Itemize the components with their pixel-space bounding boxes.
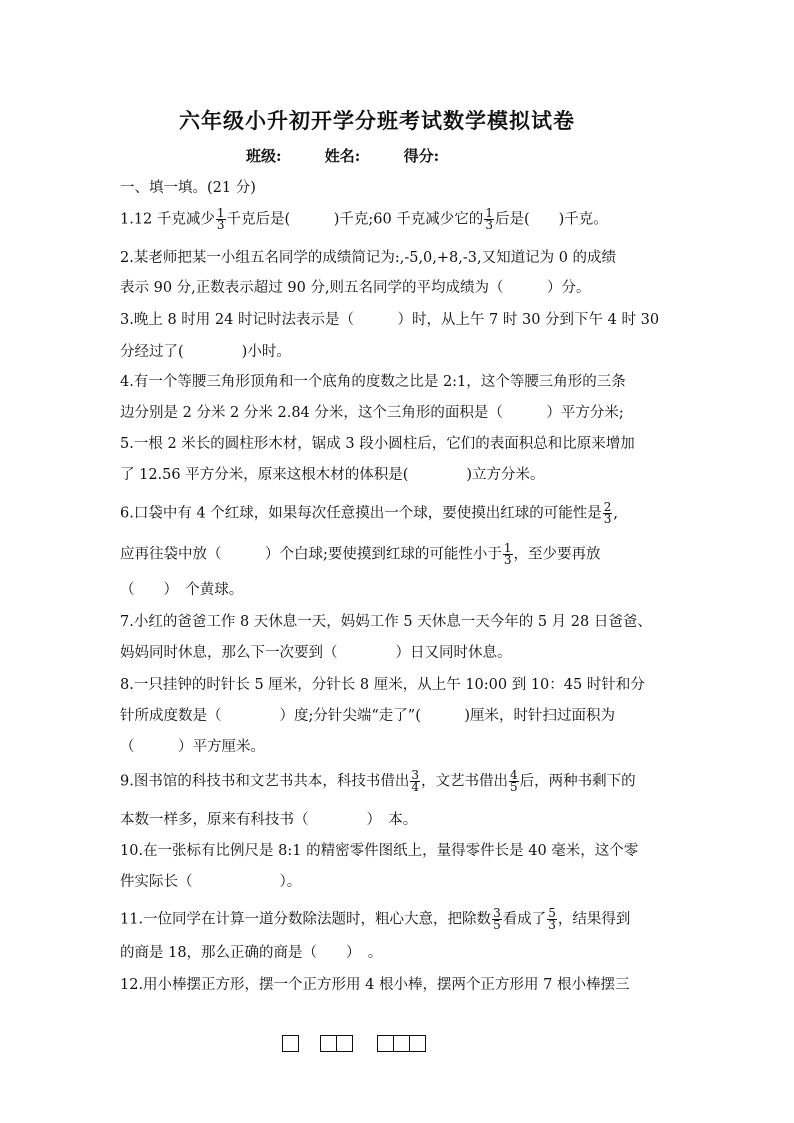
question-8-line-3: （ ）平方厘米。 (120, 739, 265, 755)
question-1: 1.12 千克减少 $\frac{1}{3}$ 千克后是( )千克;60 千克减少它的 $\frac{1}{3}$ 后是( )千克。 (120, 206, 608, 232)
name-label: 姓名: (324, 147, 361, 165)
class-label: 班级: (246, 147, 282, 165)
fraction: $\frac{3}{4}$ (411, 768, 419, 794)
question-11-line-2: 的商是 18，那么正确的商是（ ） 。 (120, 945, 383, 961)
score-label: 得分: (403, 147, 440, 165)
question-2-line-2: 表示 90 分,正数表示超过 90 分,则五名同学的平均成绩为（ ）分。 (120, 280, 591, 296)
question-6-line-3: （ ） 个黄球。 (120, 582, 244, 598)
fraction: $\frac{4}{5}$ (509, 768, 518, 794)
fraction: $\frac{3}{5}$ (493, 906, 501, 932)
section-title: 一、填一填。(21 分) (120, 180, 256, 196)
fraction: $\frac{1}{3}$ (503, 541, 512, 567)
question-7-line-1: 7.小红的爸爸工作 8 天休息一天，妈妈工作 5 天休息一天今年的 5 月 28 日爸爸、 (120, 614, 652, 630)
square-2a (320, 1035, 337, 1052)
fraction: $\frac{1}{3}$ (485, 206, 493, 232)
square-2b (336, 1035, 353, 1052)
question-4-line-2: 边分别是 2 分米 2 分米 2.84 分米，这个三角形的面积是（ ）平方分米; (120, 405, 624, 421)
square-3c (409, 1035, 426, 1052)
question-7-line-2: 妈妈同时休息，那么下一次要到（ ）日又同时休息。 (120, 645, 512, 661)
square-3a (377, 1035, 394, 1052)
question-8-line-2: 针所成度数是（ ）度;分针尖端“走了”( )厘米，时针扫过面积为 (120, 708, 616, 724)
question-2-line-1: 2.某老师把某一小组五名同学的成绩简记为:,-5,0,+8,-3,又知道记为 0 的成绩 (120, 250, 617, 266)
question-8-line-1: 8.一只挂钟的时针长 5 厘米，分针长 8 厘米，从上午 10:00 到 10：45 时针和分 (120, 677, 645, 693)
question-4-line-1: 4.有一个等腰三角形顶角和一个底角的度数之比是 2:1，这个等腰三角形的三条 (120, 374, 626, 390)
question-10-line-1: 10.在一张标有比例尺是 8:1 的精密零件图纸上，量得零件长是 40 毫米，这个零 (120, 843, 639, 859)
square-1 (282, 1035, 299, 1052)
question-3-line-1: 3.晚上 8 时用 24 时记时法表示是（ ）时，从上午 7 时 30 分到下午 4 时 30 (120, 312, 660, 328)
header-info (246, 145, 477, 166)
question-10-line-2: 件实际长（ ）。 (120, 874, 302, 890)
question-3-line-2: 分经过了( )小时。 (120, 344, 291, 360)
question-11-line-1: 11.一位同学在计算一道分数除法题时，粗心大意，把除数 $\frac{3}{5}$ 看成了 $\frac{5}{3}$ ，结果得到 (120, 906, 631, 932)
square-3b (393, 1035, 410, 1052)
question-12-line-1: 12.用小棒摆正方形，摆一个正方形用 4 根小棒，摆两个正方形用 7 根小棒摆三 (120, 977, 630, 993)
fraction: $\frac{5}{3}$ (548, 906, 556, 932)
question-5-line-2: 了 12.56 平方分米，原来这根木材的体积是( )立方分米。 (120, 467, 545, 483)
question-9-line-2: 本数一样多，原来有科技书（ ） 本。 (120, 812, 418, 828)
fraction: $\frac{1}{3}$ (216, 206, 225, 232)
fraction: $\frac{2}{3}$ (603, 500, 612, 526)
question-6-line-1: 6.口袋中有 4 个红球，如果每次任意摸出一个球，要使摸出红球的可能性是 $\frac{2}{3}$ , (120, 500, 619, 526)
question-9-line-1: 9.图书馆的科技书和文艺书共本，科技书借出 $\frac{3}{4}$ ，文艺书借出 $\frac{4}{5}$ 后，两种书剩下的 (120, 768, 636, 794)
page-title: 六年级小升初开学分班考试数学模拟试卷 (179, 108, 575, 133)
question-5-line-1: 5.一根 2 米长的圆柱形木材，锯成 3 段小圆柱后，它们的表面积总和比原来增加 (120, 436, 635, 452)
question-6-line-2: 应再往袋中放（ ）个白球;要使摸到红球的可能性小于 $\frac{1}{3}$ ，至少要再放 (120, 541, 601, 567)
